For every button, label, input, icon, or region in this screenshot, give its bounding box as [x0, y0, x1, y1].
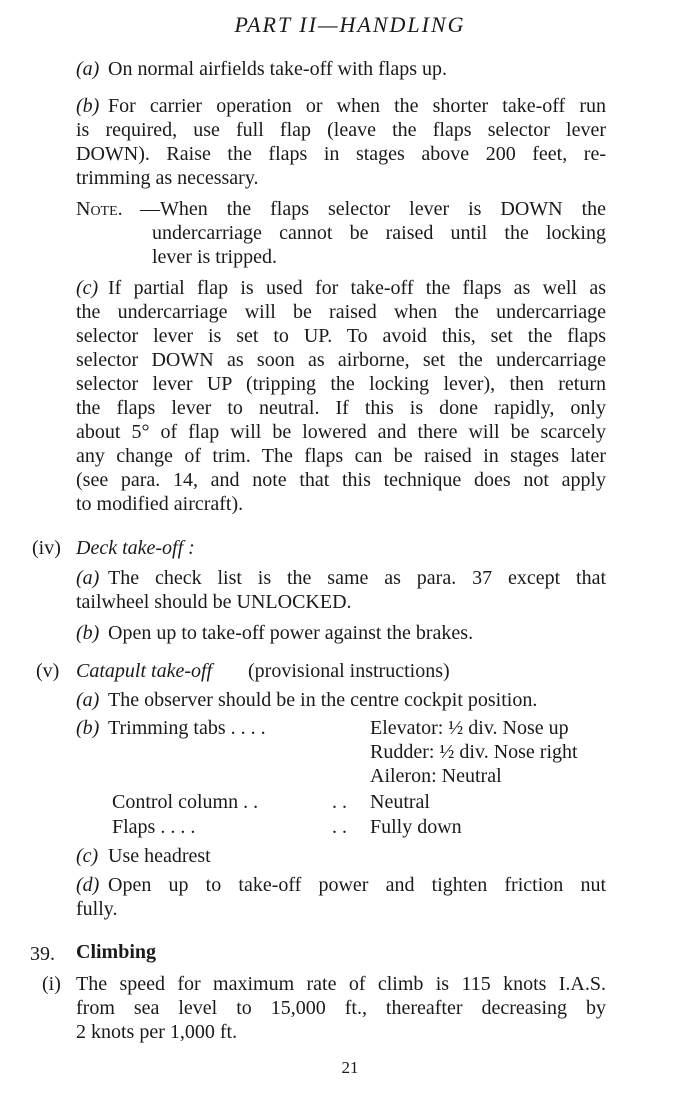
catapult-d-label: (d): [76, 874, 100, 896]
climbing-line1: The speed for maximum rate of climb is 115 knots I.A.S.: [76, 973, 606, 995]
control-column-value: Neutral: [370, 791, 430, 813]
para-b1-line2: is required, use full flap (leave the flaps selector lever: [76, 119, 606, 141]
aileron-setting: Aileron: Neutral: [370, 765, 502, 787]
flaps-label: Flaps . . . .: [112, 816, 196, 838]
catapult-title: Catapult take-off: [76, 660, 213, 682]
deck-a-line1: The check list is the same as para. 37 except that: [108, 567, 606, 589]
para-c1-line1: If partial flap is used for take-off the flaps as well as: [108, 277, 606, 299]
para-b1-line4: trimming as necessary.: [76, 167, 259, 189]
control-column-label: Control column . .: [112, 791, 259, 813]
catapult-c-text: Use headrest: [108, 845, 211, 867]
climbing-section-number: 39.: [30, 943, 55, 965]
rudder-setting: Rudder: ½ div. Nose right: [370, 741, 578, 763]
deck-a-label: (a): [76, 567, 100, 589]
para-a1-text: On normal airfields take-off with flaps up.: [108, 58, 447, 80]
para-c1-line4: selector DOWN as soon as airborne, set the undercarriage: [76, 349, 606, 371]
flaps-dots: . .: [332, 816, 347, 838]
deck-title: Deck take-off :: [76, 537, 195, 559]
climbing-heading: Climbing: [76, 941, 157, 963]
catapult-d-line1: Open up to take-off power and tighten friction nut: [108, 874, 606, 896]
para-a1-label: (a): [76, 58, 100, 80]
page-header: PART II—HANDLING: [234, 12, 466, 37]
deck-a-line2: tailwheel should be UNLOCKED.: [76, 591, 352, 613]
para-c1-line5: selector lever UP (tripping the locking lever), then return: [76, 373, 606, 395]
deck-b-label: (b): [76, 622, 100, 644]
climbing-i-label: (i): [42, 973, 61, 995]
page-number: 21: [341, 1058, 359, 1077]
catapult-d-line2: fully.: [76, 898, 118, 920]
para-c1-line2: the undercarriage will be raised when the undercarriage: [76, 301, 606, 323]
para-b1-line3: DOWN). Raise the flaps in stages above 200 feet, re-: [76, 143, 606, 165]
deck-b-text: Open up to take-off power against the brakes.: [108, 622, 474, 644]
para-c1-line8: any change of trim. The flaps can be raised in stages later: [76, 445, 606, 467]
catapult-subtitle: (provisional instructions): [248, 660, 450, 682]
catapult-a-text: The observer should be in the centre cockpit position.: [108, 689, 538, 711]
para-c1-line7: about 5° of flap will be lowered and there will be scarcely: [76, 421, 606, 443]
para-b1-label: (b): [76, 95, 100, 117]
note-line1: —When the flaps selector lever is DOWN the: [140, 198, 606, 220]
note-label: Note.: [76, 198, 123, 220]
catapult-b-label: (b): [76, 717, 100, 739]
catapult-label: (v): [36, 660, 60, 682]
catapult-a-label: (a): [76, 689, 100, 711]
control-column-dots: . .: [332, 791, 347, 813]
climbing-line2: from sea level to 15,000 ft., thereafter decreasing by: [76, 997, 606, 1019]
para-c1-line3: selector lever is set to UP. To avoid this, set the flaps: [76, 325, 606, 347]
deck-label: (iv): [32, 537, 61, 559]
note-line3: lever is tripped.: [152, 246, 277, 268]
para-c1-line6: the flaps lever to neutral. If this is done rapidly, only: [76, 397, 606, 419]
para-c1-line10: to modified aircraft).: [76, 493, 244, 515]
elevator-setting: Elevator: ½ div. Nose up: [370, 717, 569, 739]
para-c1-label: (c): [76, 277, 99, 299]
flaps-value: Fully down: [370, 816, 462, 838]
para-b1-line1: For carrier operation or when the shorter take-off run: [108, 95, 606, 117]
trimming-tabs-label: Trimming tabs . . . .: [108, 717, 266, 739]
catapult-c-label: (c): [76, 845, 99, 867]
climbing-line3: 2 knots per 1,000 ft.: [76, 1021, 238, 1043]
note-line2: undercarriage cannot be raised until the locking: [152, 222, 606, 244]
para-c1-line9: (see para. 14, and note that this technique does not apply: [76, 469, 606, 491]
